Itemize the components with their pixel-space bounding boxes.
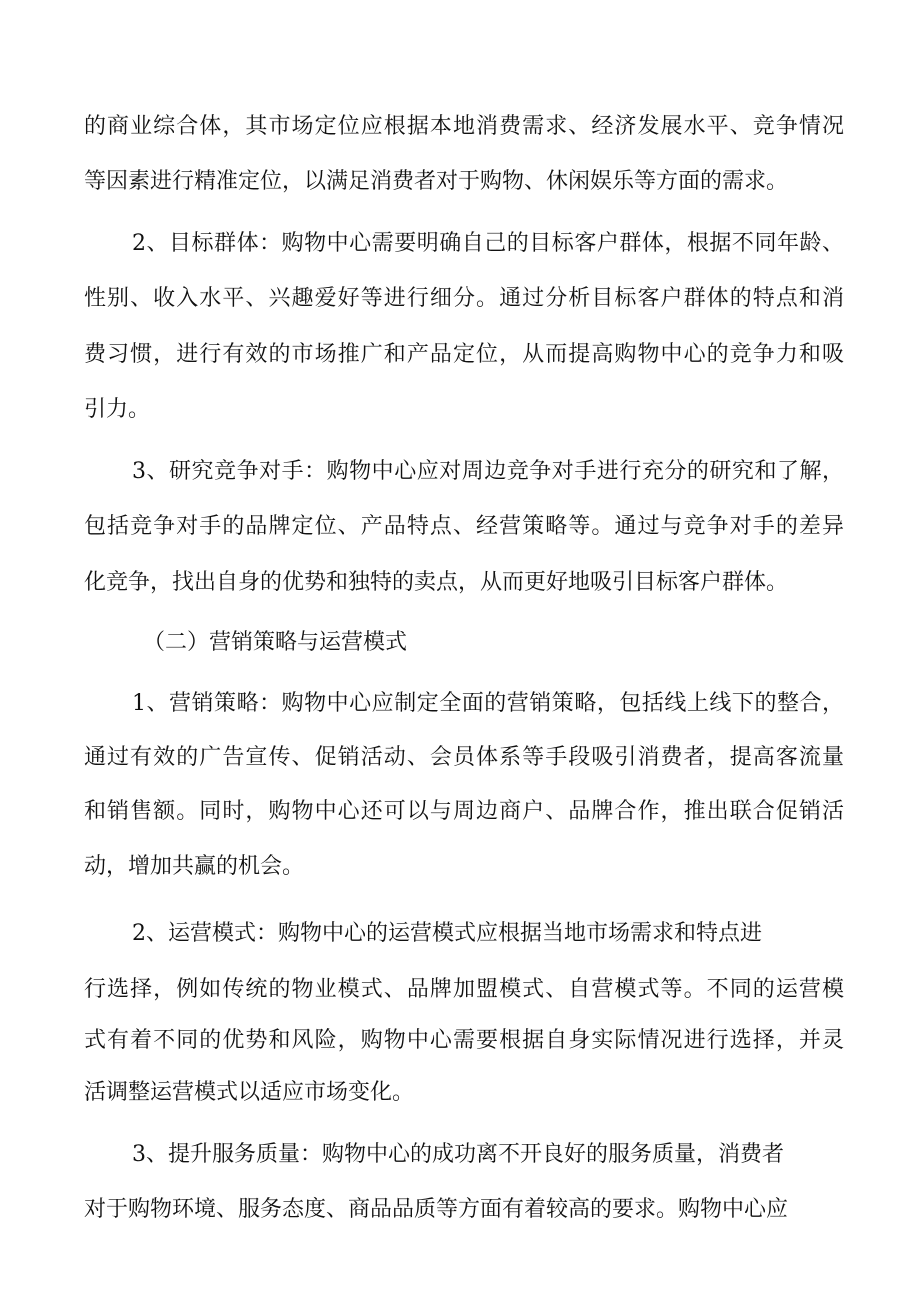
text-line: 动，增加共赢的机会。 <box>84 854 305 879</box>
text-line: 活调整运营模式以适应市场变化。 <box>84 1080 415 1105</box>
text-line: 2、目标群体：购物中心需要明确自己的目标客户群体，根据不同年龄、 <box>132 231 844 256</box>
text-line: 2、运营模式：购物中心的运营模式应根据当地市场需求和特点进 <box>132 921 762 946</box>
text-line: 3、研究竞争对手：购物中心应对周边竞争对手进行充分的研究和了解， <box>132 459 844 484</box>
text-line: 通过有效的广告宣传、促销活动、会员体系等手段吸引消费者，提高客流量 <box>84 745 844 770</box>
text-line: 等因素进行精准定位，以满足消费者对于购物、休闲娱乐等方面的需求。 <box>84 169 789 194</box>
text-line: 包括竞争对手的品牌定位、产品特点、经营策略等。通过与竞争对手的差异 <box>84 514 844 539</box>
text-line: 化竞争，找出自身的优势和独特的卖点，从而更好地吸引目标客户群体。 <box>84 570 789 595</box>
text-line: 行选择，例如传统的物业模式、品牌加盟模式、自营模式等。不同的运营模 <box>84 977 844 1002</box>
text-line: 3、提升服务质量：购物中心的成功离不开良好的服务质量，消费者 <box>132 1142 784 1167</box>
text-line: 1、营销策略：购物中心应制定全面的营销策略，包括线上线下的整合， <box>132 691 844 716</box>
text-line: 式有着不同的优势和风险，购物中心需要根据自身实际情况进行选择，并灵 <box>84 1028 844 1053</box>
text-line: 性别、收入水平、兴趣爱好等进行细分。通过分析目标客户群体的特点和消 <box>84 286 844 311</box>
text-line: 的商业综合体，其市场定位应根据本地消费需求、经济发展水平、竞争情况 <box>84 114 844 139</box>
text-line: 和销售额。同时，购物中心还可以与周边商户、品牌合作，推出联合促销活 <box>84 799 844 824</box>
text-line: 引力。 <box>84 397 151 422</box>
text-line: 对于购物环境、服务态度、商品品质等方面有着较高的要求。购物中心应 <box>84 1197 789 1222</box>
section-heading: （二）营销策略与运营模式 <box>143 630 408 655</box>
text-line: 费习惯，进行有效的市场推广和产品定位，从而提高购物中心的竞争力和吸 <box>84 342 844 367</box>
